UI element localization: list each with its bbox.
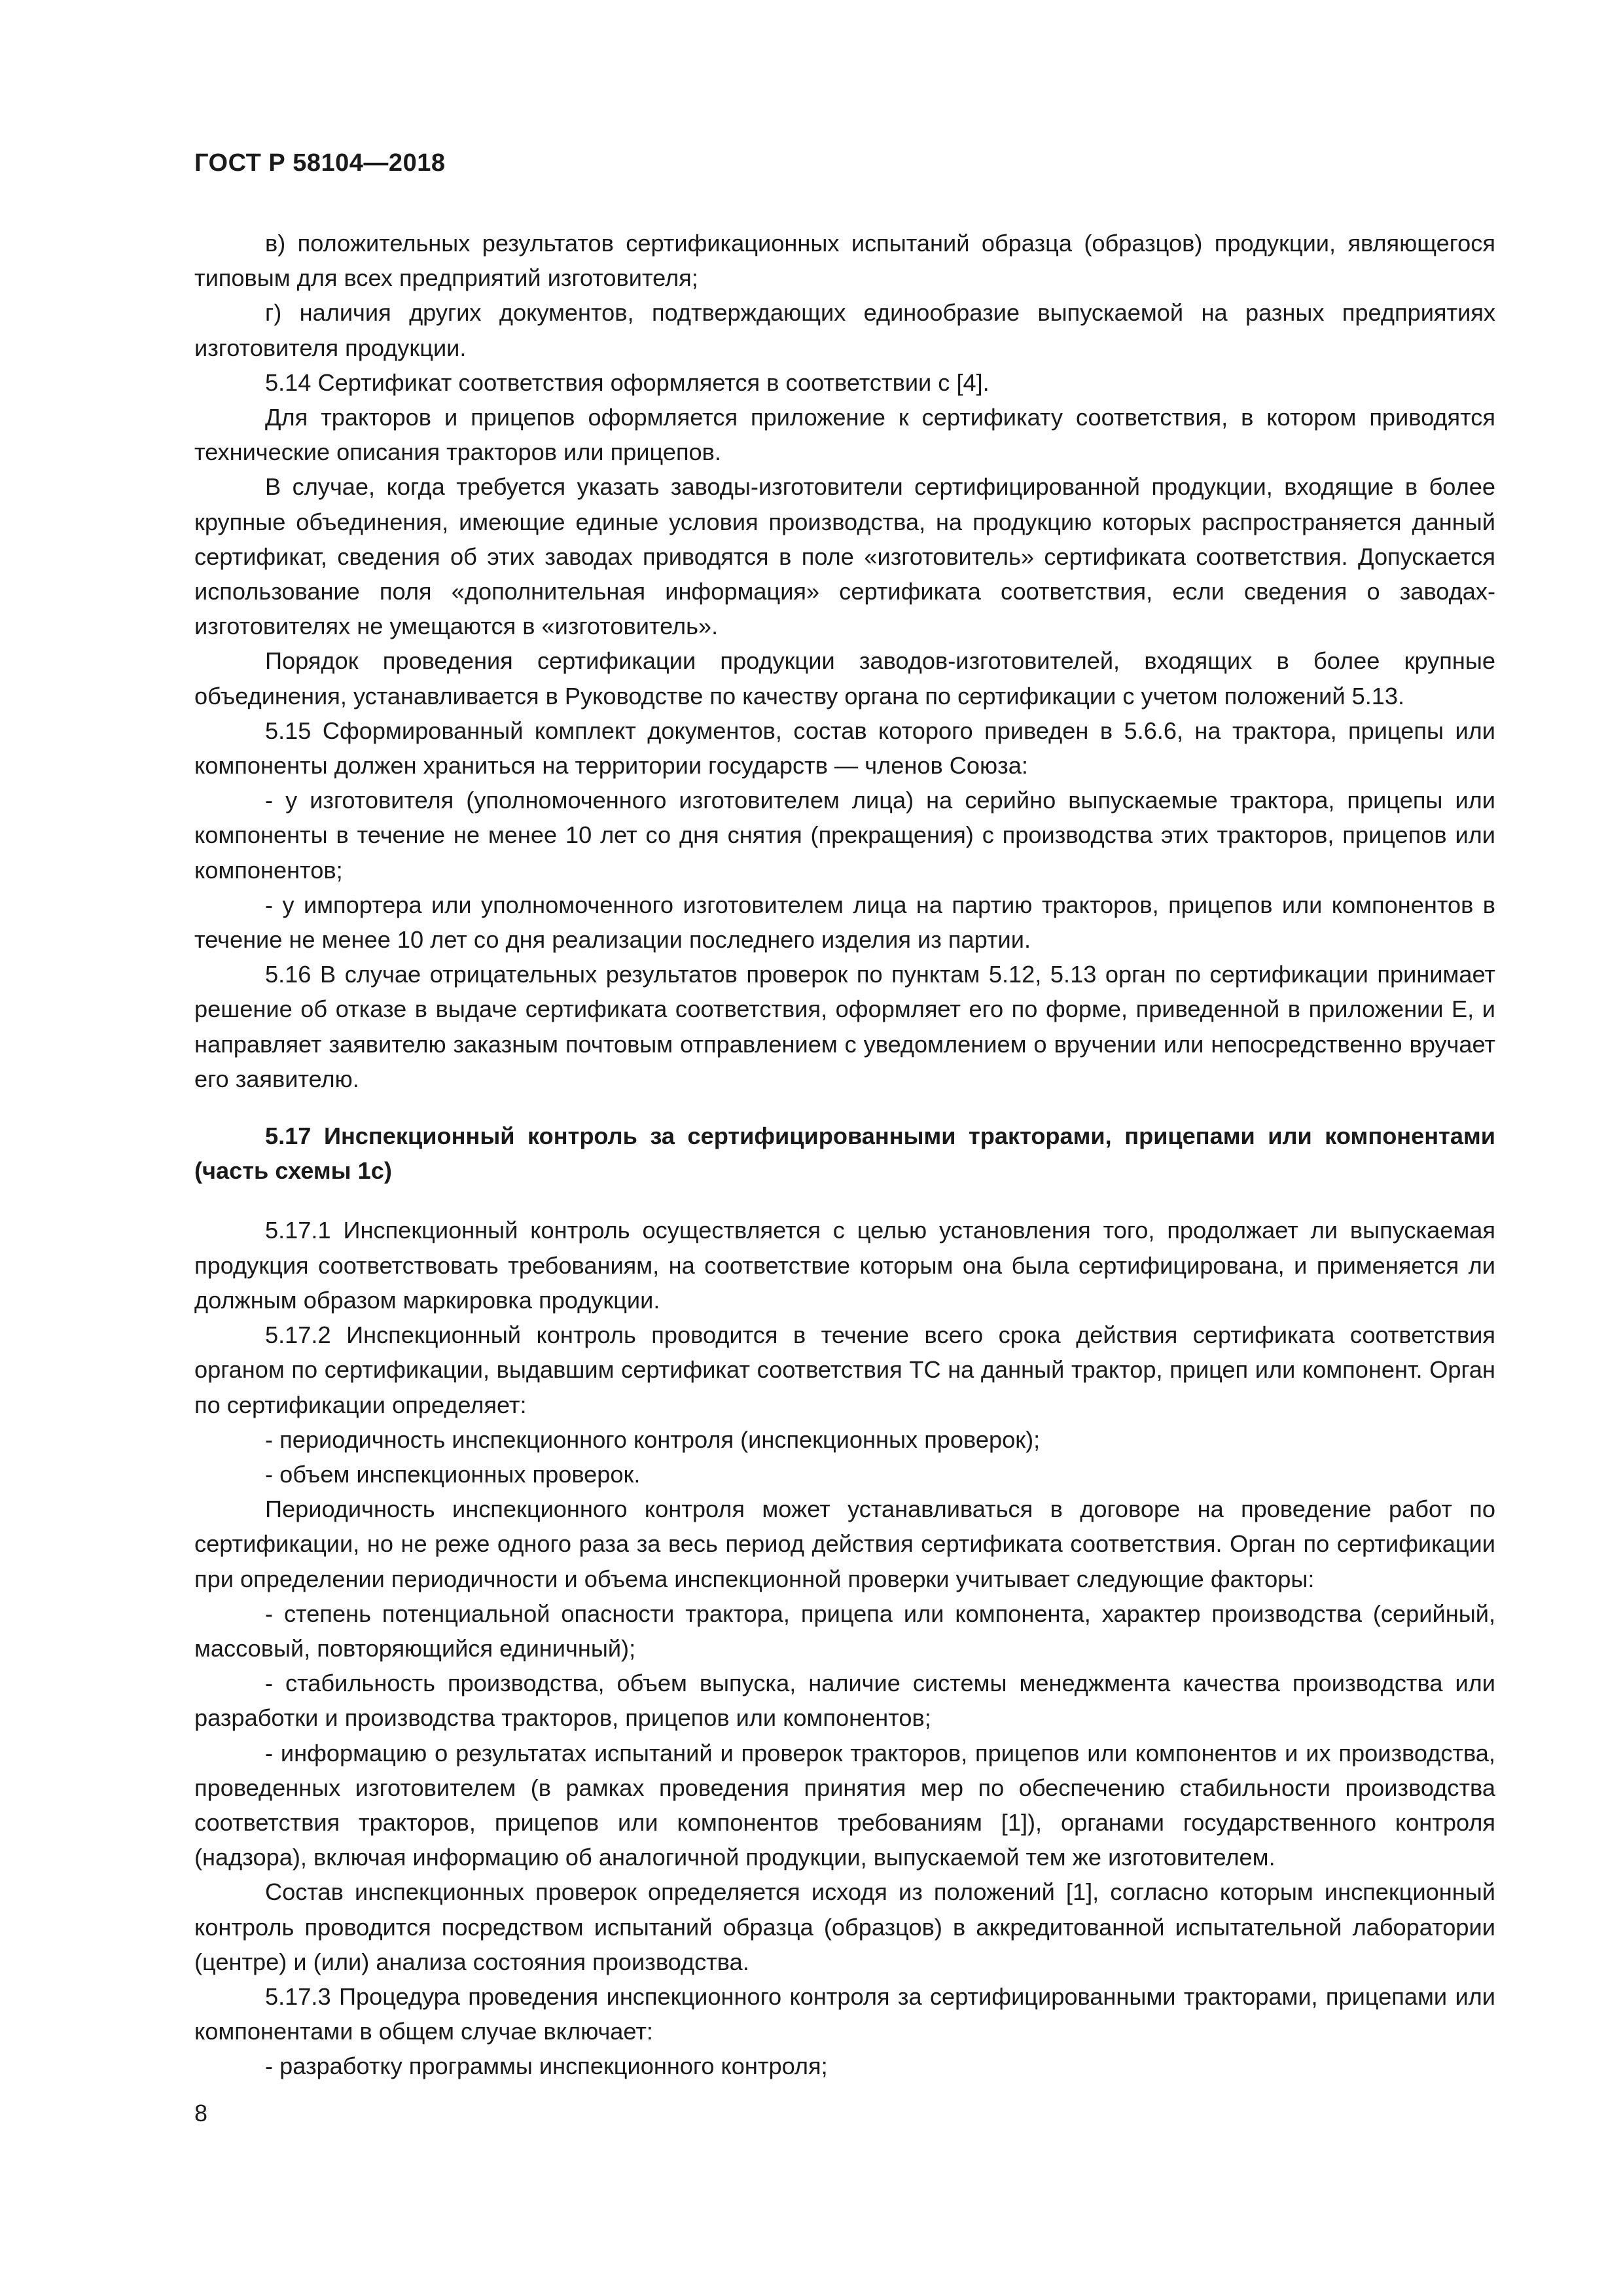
paragraph-5-17-2: 5.17.2 Инспекционный контроль проводится в течение всего срока действия сертификата соответствия органом по сертификации, выдавшим сертификат соответствия ТС на данный трактор, прицеп или компонент. Орган по сертификации определяет: xyxy=(194,1321,1495,1418)
paragraph: В случае, когда требуется указать заводы-изготовители сертифицированной продукции, входящие в более крупные объединения, имеющие единые условия производства, на продукцию которых распространяется данный сертификат, сведения об этих заводах приводятся в поле «изготовитель» сертификата соответствия. Допускается использование поля «дополнительная информация» сертификата соответствия, если сведения о заводах-изготовителях не умещаются в «изготовитель». xyxy=(194,473,1495,640)
document-code: ГОСТ Р 58104—2018 xyxy=(194,149,446,177)
dash-list-item: - периодичность инспекционного контроля (инспекционных проверок); xyxy=(265,1426,1041,1453)
paragraph: Периодичность инспекционного контроля может устанавливаться в договоре на проведение работ по сертификации, но не реже одного раза за весь период действия сертификата соответствия. Орган по сертификации при определении периодичности и объема инспекционной проверки учитывает следующие факторы: xyxy=(194,1496,1495,1592)
document-body xyxy=(194,226,1495,2084)
paragraph-5-16: 5.16 В случае отрицательных результатов проверок по пунктам 5.12, 5.13 орган по сертификации принимает решение об отказе в выдаче сертификата соответствия, оформляет его по форме, приведенной в приложении Е, и направляет заявителю заказным почтовым отправлением с уведомлением о вручении или непосредственно вручает его заявителю. xyxy=(194,961,1495,1092)
paragraph-5-17-3: 5.17.3 Процедура проведения инспекционного контроля за сертифицированными тракторами, прицепами или компонентами в общем случае включает: xyxy=(194,1982,1495,2045)
page-number: 8 xyxy=(194,2100,208,2126)
paragraph-5-15: 5.15 Сформированный комплект документов, состав которого приведен в 5.6.6, на трактора, прицепы или компоненты должен храниться на территории государств — членов Союза: xyxy=(194,717,1495,780)
paragraph-list-item-g: г) наличия других документов, подтверждающих единообразие выпускаемой на разных предприятиях изготовителя продукции. xyxy=(194,299,1495,361)
paragraph: Для тракторов и прицепов оформляется приложение к сертификату соответствия, в котором приводятся технические описания тракторов или прицепов. xyxy=(194,404,1495,466)
dash-list-item: - объем инспекционных проверок. xyxy=(265,1460,641,1488)
paragraph: Порядок проведения сертификации продукции заводов-изготовителей, входящих в более крупные объединения, устанавливается в Руководстве по качеству органа по сертификации с учетом положений 5.13. xyxy=(194,647,1495,709)
paragraph: Состав инспекционных проверок определяется исходя из положений [1], согласно которым инспекционный контроль проводится посредством испытаний образца (образцов) в аккредитованной испытательной лаборатории (центре) и (или) анализа состояния производства. xyxy=(194,1878,1495,1975)
paragraph-5-17-1: 5.17.1 Инспекционный контроль осуществляется с целью установления того, продолжает ли выпускаемая продукция соответствовать требованиям, на соответствие которым она была сертифицирована, и применяется ли должным образом маркировка продукции. xyxy=(194,1217,1495,1314)
dash-list-item: - информацию о результатах испытаний и проверок тракторов, прицепов или компонентов и их производства, проведенных изготовителем (в рамках проведения принятия мер по обеспечению стабильности производства соответствия тракторов, прицепов или компонентов требованиям [1]), органами государственного контроля (надзора), включая информацию об аналогичной продукции, выпускаемой тем же изготовителем. xyxy=(194,1739,1495,1871)
dash-list-item: - степень потенциальной опасности трактора, прицепа или компонента, характер производства (серийный, массовый, повторяющийся единичный); xyxy=(194,1600,1495,1662)
dash-list-item: - стабильность производства, объем выпуска, наличие системы менеджмента качества производства или разработки и производства тракторов, прицепов или компонентов; xyxy=(194,1670,1495,1732)
paragraph-5-14: 5.14 Сертификат соответствия оформляется в соответствии с [4]. xyxy=(265,368,990,396)
dash-list-item: - у изготовителя (уполномоченного изготовителем лица) на серийно выпускаемые трактора, прицепы или компоненты в течение не менее 10 лет со дня снятия (прекращения) с производства этих тракторов, прицепов или компонентов; xyxy=(194,787,1495,884)
dash-list-item: - разработку программы инспекционного контроля; xyxy=(265,2053,828,2080)
paragraph-list-item-v: в) положительных результатов сертификационных испытаний образца (образцов) продукции, являющегося типовым для всех предприятий изготовителя; xyxy=(194,230,1495,292)
dash-list-item: - у импортера или уполномоченного изготовителем лица на партию тракторов, прицепов или компонентов в течение не менее 10 лет со дня реализации последнего изделия из партии. xyxy=(194,891,1495,954)
section-heading-5-17: 5.17 Инспекционный контроль за сертифицированными тракторами, прицепами или компонентами (часть схемы 1с) xyxy=(194,1122,1495,1185)
